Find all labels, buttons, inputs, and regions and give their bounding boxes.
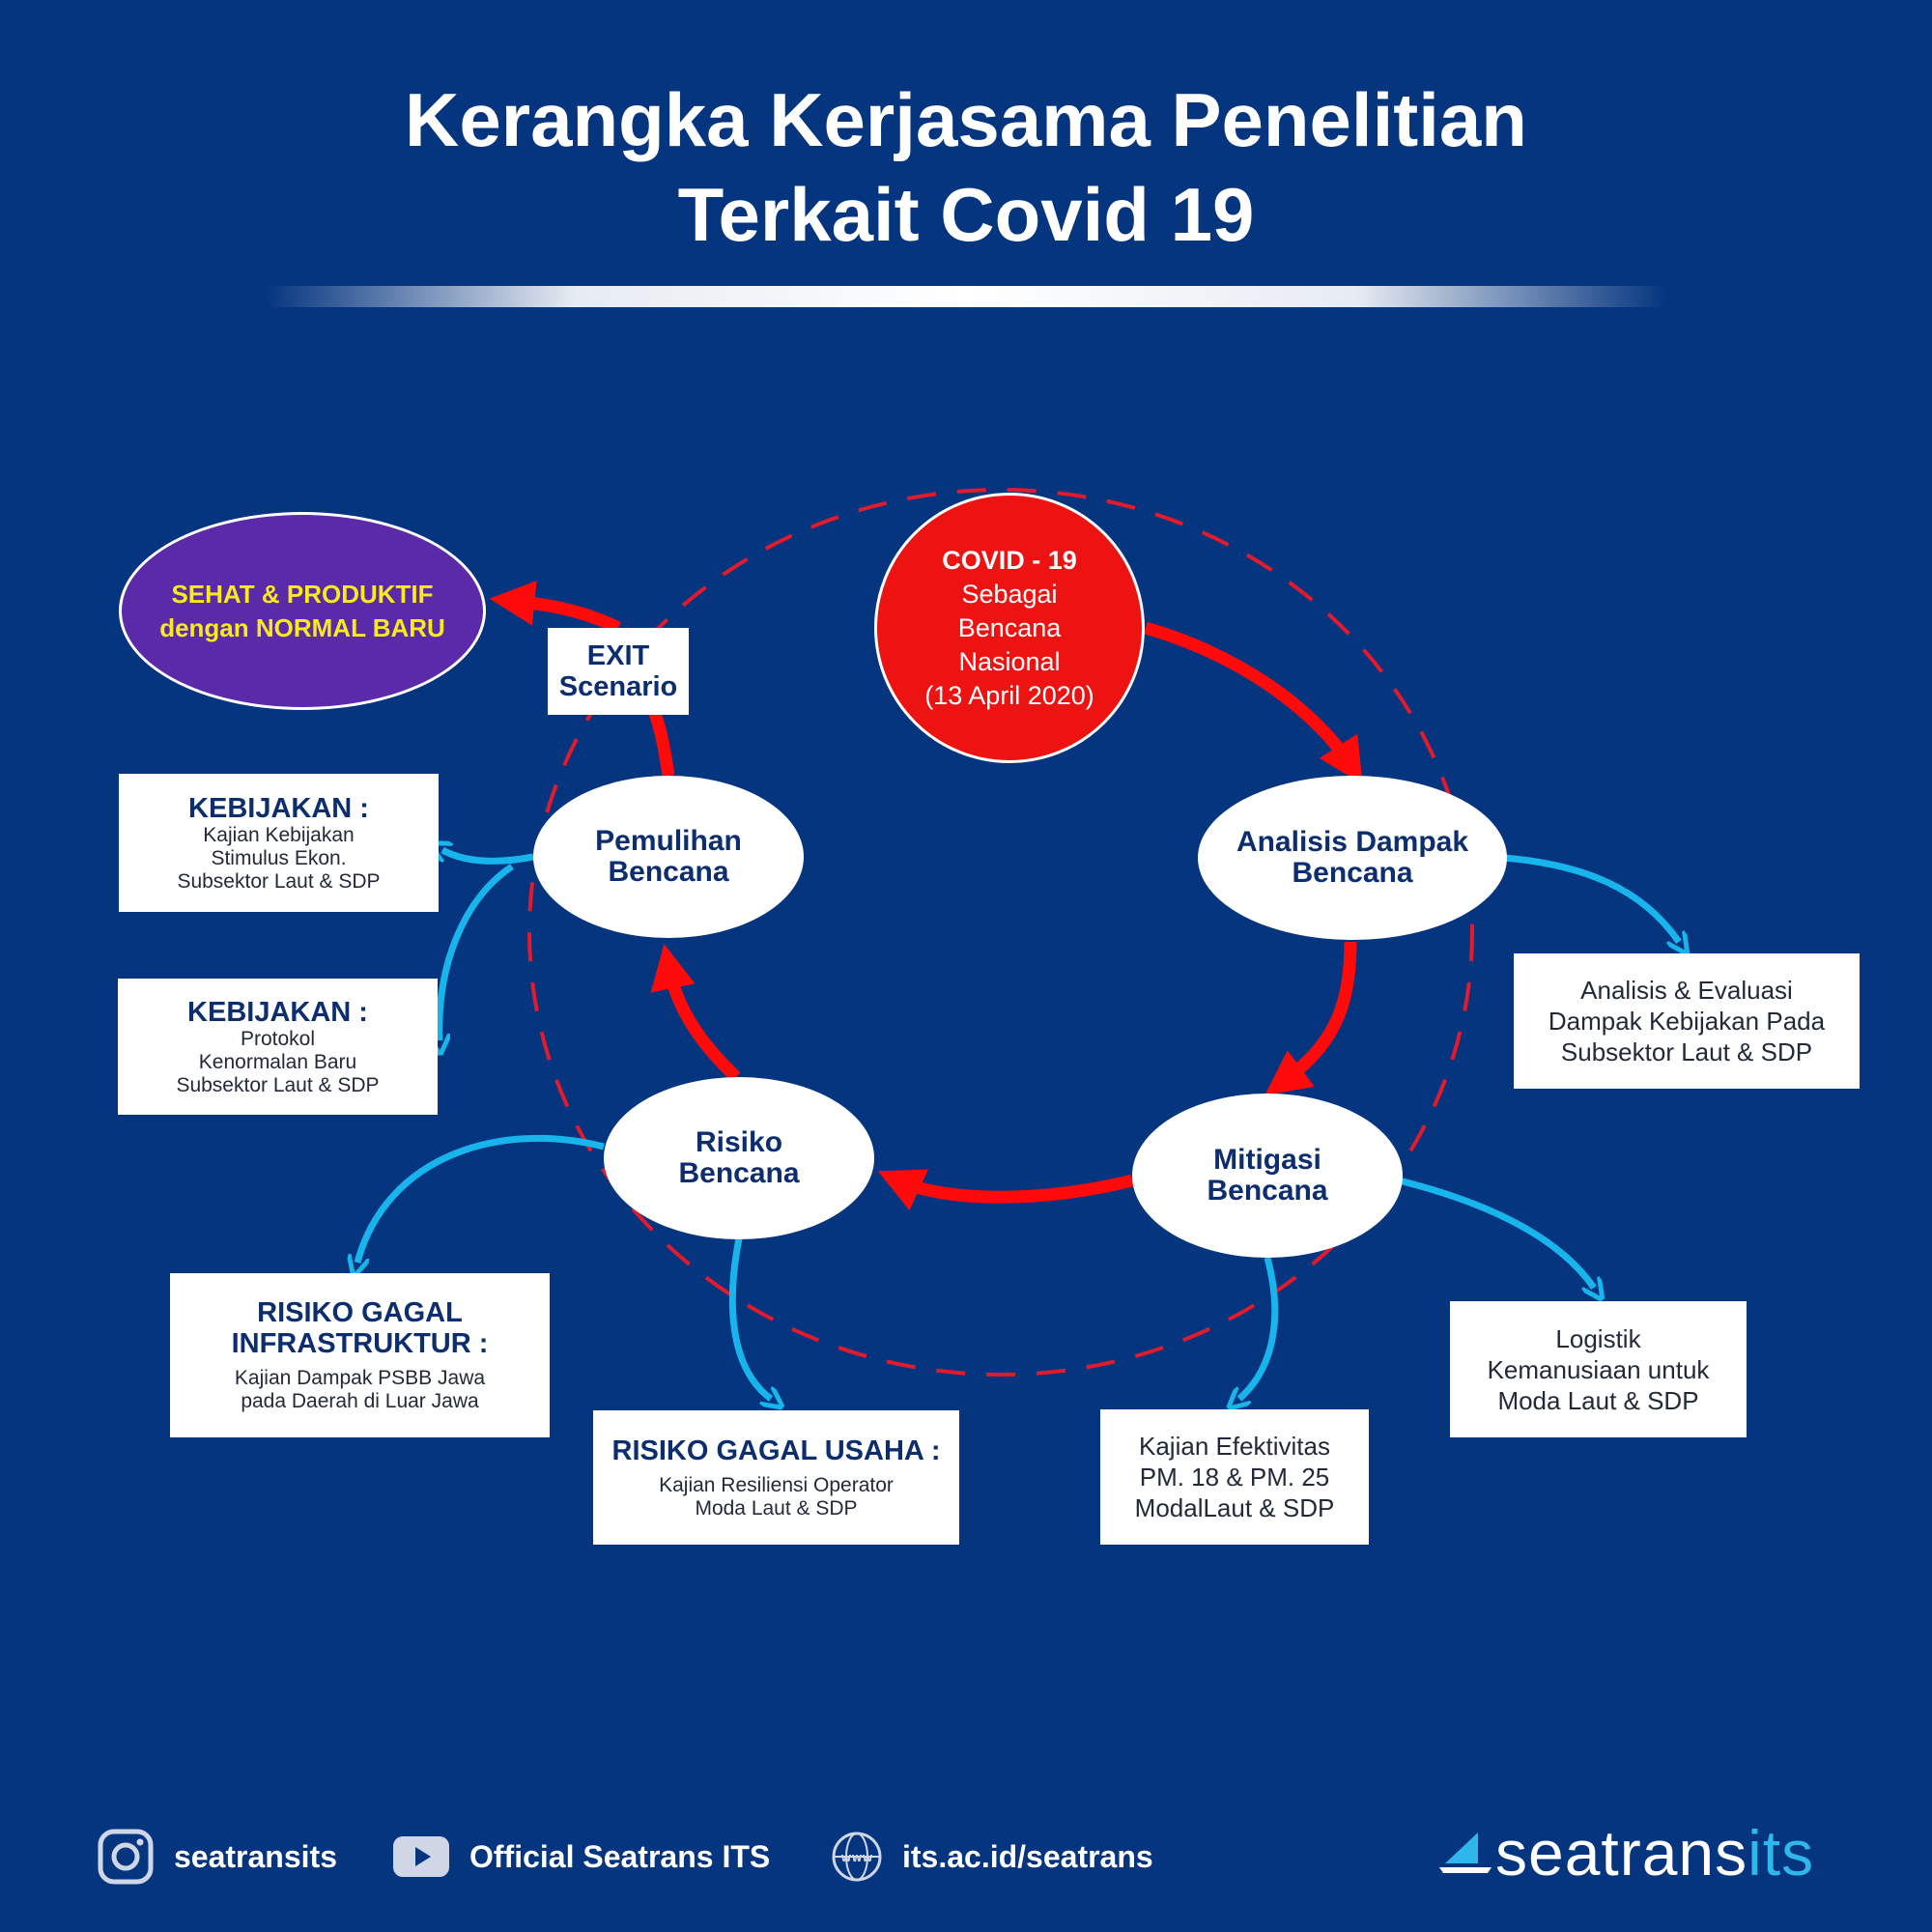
branch-mitigasi-to-efektivitas — [1239, 1258, 1275, 1399]
goal-ellipse — [119, 512, 486, 710]
node-risiko — [604, 1077, 874, 1239]
infrastruktur-line-1: Kajian Dampak PSBB Jawa — [234, 1367, 486, 1389]
branch-mitigasi-to-logistik — [1399, 1180, 1594, 1288]
box-risiko-infrastruktur — [170, 1273, 550, 1437]
exit-scenario-box — [548, 628, 689, 715]
arrow-exit-to-goal-2 — [512, 601, 618, 628]
kebijakan2-line-1: Protokol — [240, 1027, 316, 1050]
node-analisis-dampak — [1198, 776, 1507, 940]
website-url: its.ac.id/seatrans — [902, 1838, 1153, 1874]
kebijakan1-line-3: Subsektor Laut & SDP — [177, 869, 381, 893]
covid-line-1: Sebagai — [961, 579, 1058, 609]
infrastruktur-head-2: INFRASTRUKTUR : — [231, 1328, 489, 1359]
exit-line-1: EXIT — [586, 640, 650, 671]
arrow-covid-to-analisis — [1146, 628, 1350, 765]
youtube-channel: Official Seatrans ITS — [469, 1838, 771, 1874]
branch-risiko-to-infrastruktur — [357, 1138, 604, 1263]
arrow-analisis-to-mitigasi — [1283, 942, 1350, 1082]
covid-line-4: (13 April 2020) — [924, 680, 1094, 710]
kebijakan1-head: KEBIJAKAN : — [188, 792, 369, 824]
risiko-line-1: Risiko — [695, 1126, 783, 1158]
seatransits-logo — [1439, 1814, 1814, 1891]
logistik-line-1: Logistik — [1555, 1323, 1641, 1353]
infrastruktur-head-1: RISIKO GAGAL — [257, 1297, 463, 1328]
arrow-risiko-to-pemulihan — [668, 966, 736, 1077]
youtube-icon — [392, 1835, 450, 1878]
pemulihan-line-2: Bencana — [608, 856, 729, 888]
pemulihan-line-1: Pemulihan — [595, 825, 742, 857]
instagram-icon — [97, 1828, 155, 1886]
title-line-1: Kerangka Kerjasama Penelitian — [405, 77, 1527, 162]
covid-line-3: Nasional — [958, 646, 1061, 676]
analisis-line-2: Bencana — [1292, 857, 1413, 889]
brand-text-main: seatrans — [1495, 1817, 1748, 1889]
analisis-line-1: Analisis Dampak — [1236, 826, 1469, 858]
efektivitas-line-3: ModalLaut & SDP — [1134, 1493, 1335, 1522]
svg-text:www: www — [840, 1851, 873, 1864]
goal-line-1: SEHAT & PRODUKTIF — [171, 579, 434, 609]
logistik-line-2: Kemanusiaan untuk — [1487, 1354, 1710, 1384]
arrow-mitigasi-to-risiko — [898, 1180, 1132, 1197]
risiko-line-2: Bencana — [678, 1157, 800, 1189]
brand-text-accent: its — [1747, 1817, 1815, 1889]
kebijakan2-line-3: Subsektor Laut & SDP — [176, 1073, 380, 1096]
branch-pemulihan-to-kebijakan2 — [440, 867, 512, 1040]
mitigasi-line-1: Mitigasi — [1213, 1144, 1321, 1176]
footer-website[interactable] — [831, 1826, 1153, 1888]
efektivitas-line-2: PM. 18 & PM. 25 — [1139, 1463, 1330, 1492]
instagram-handle: seatransits — [174, 1838, 337, 1874]
evaluasi-line-2: Dampak Kebijakan Pada — [1548, 1007, 1826, 1036]
goal-line-2: dengan NORMAL BARU — [159, 612, 445, 642]
mitigasi-line-2: Bencana — [1207, 1175, 1328, 1207]
footer-instagram[interactable] — [97, 1826, 337, 1888]
usaha-head: RISIKO GAGAL USAHA : — [611, 1435, 941, 1466]
box-risiko-usaha — [593, 1410, 959, 1545]
node-pemulihan — [533, 776, 804, 938]
kebijakan1-line-1: Kajian Kebijakan — [203, 823, 355, 846]
kebijakan2-head: KEBIJAKAN : — [187, 996, 368, 1028]
usaha-line-2: Moda Laut & SDP — [695, 1496, 858, 1520]
evaluasi-line-1: Analisis & Evaluasi — [1580, 976, 1793, 1005]
logistik-line-3: Moda Laut & SDP — [1497, 1385, 1699, 1415]
arrow-exit-to-goal — [512, 609, 546, 630]
footer-youtube[interactable] — [392, 1826, 770, 1888]
box-kebijakan-protokol — [118, 979, 438, 1115]
box-efektivitas — [1100, 1409, 1369, 1545]
branch-risiko-to-usaha — [732, 1238, 771, 1399]
kebijakan2-line-2: Kenormalan Baru — [198, 1050, 357, 1073]
infrastruktur-line-2: pada Daerah di Luar Jawa — [241, 1390, 479, 1412]
node-mitigasi — [1132, 1094, 1403, 1258]
kebijakan1-line-2: Stimulus Ekon. — [211, 846, 347, 869]
evaluasi-line-3: Subsektor Laut & SDP — [1560, 1037, 1813, 1066]
covid-circle — [874, 493, 1145, 763]
covid-line-2: Bencana — [957, 612, 1062, 642]
exit-line-2: Scenario — [558, 671, 678, 702]
covid-head: COVID - 19 — [942, 545, 1077, 575]
box-analisis-evaluasi — [1514, 953, 1860, 1089]
sail-logo-icon — [1439, 1829, 1493, 1877]
usaha-line-1: Kajian Resiliensi Operator — [659, 1473, 894, 1496]
box-kebijakan-stimulus — [119, 774, 439, 912]
box-logistik — [1450, 1301, 1747, 1437]
branch-analisis-to-evaluasi — [1504, 858, 1679, 942]
branch-pemulihan-to-kebijakan1 — [442, 850, 533, 861]
www-globe-icon — [831, 1831, 883, 1883]
efektivitas-line-1: Kajian Efektivitas — [1139, 1432, 1330, 1461]
title-line-2: Terkait Covid 19 — [677, 172, 1255, 257]
